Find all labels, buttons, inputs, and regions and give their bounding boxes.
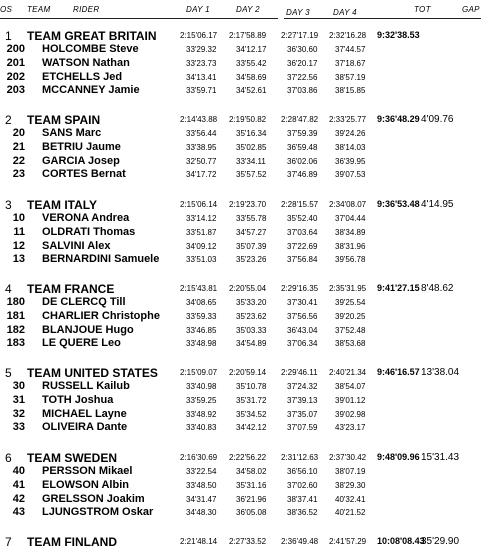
team-total-time: 9:36'53.48 bbox=[377, 199, 420, 209]
rider-name: CHARLIER Christophe bbox=[42, 310, 160, 322]
team-day3-time: 2:27'17.19 bbox=[281, 31, 319, 40]
team-day3-time: 2:36'49.48 bbox=[281, 537, 319, 546]
rider-name: BLANJOUE Hugo bbox=[42, 324, 134, 336]
rider-day2-time: 35'34.52 bbox=[236, 410, 267, 419]
rider-number: 203 bbox=[6, 84, 25, 96]
rider-day3-time: 37'59.39 bbox=[287, 129, 318, 138]
team-day1-time: 2:15'06.17 bbox=[180, 31, 218, 40]
team-day2-time: 2:20'59.14 bbox=[229, 368, 267, 377]
team-position: 4 bbox=[5, 282, 12, 296]
rider-day2-time: 35'23.62 bbox=[236, 312, 267, 321]
rider-number: 10 bbox=[12, 212, 25, 224]
rider-day3-time: 37'35.07 bbox=[287, 410, 318, 419]
rider-day2-time: 34'58.69 bbox=[236, 73, 267, 82]
team-gap: 35'29.90 bbox=[421, 536, 460, 547]
rider-number: 180 bbox=[6, 296, 25, 308]
rider-day4-time: 37'44.57 bbox=[335, 45, 366, 54]
rider-day2-time: 34'54.89 bbox=[236, 339, 267, 348]
rider-day1-time: 32'50.77 bbox=[186, 157, 217, 166]
team-gap: 4'14.95 bbox=[421, 199, 454, 210]
rider-day4-time: 38'07.19 bbox=[335, 467, 366, 476]
header-gap: GAP bbox=[462, 5, 480, 14]
rider-day2-time: 35'31.72 bbox=[236, 396, 267, 405]
rider-name: SALVINI Alex bbox=[42, 240, 111, 252]
rider-day2-time: 35'02.85 bbox=[236, 143, 267, 152]
rider-number: 43 bbox=[12, 506, 25, 518]
team-day4-time: 2:35'31.95 bbox=[329, 284, 367, 293]
team-position: 7 bbox=[5, 535, 12, 549]
rider-day4-time: 37'04.44 bbox=[335, 214, 366, 223]
header-day3: DAY 3 bbox=[286, 8, 310, 17]
rider-name: HOLCOMBE Steve bbox=[42, 43, 139, 55]
rider-number: 201 bbox=[6, 57, 25, 69]
rider-number: 33 bbox=[12, 421, 25, 433]
rider-day2-time: 35'33.20 bbox=[236, 298, 267, 307]
rider-number: 42 bbox=[12, 493, 25, 505]
rider-day2-time: 36'21.96 bbox=[236, 495, 267, 504]
team-day3-time: 2:29'16.35 bbox=[281, 284, 319, 293]
rider-day2-time: 33'55.78 bbox=[236, 214, 267, 223]
team-total-time: 9:36'48.29 bbox=[377, 114, 420, 124]
rider-day1-time: 34'31.47 bbox=[186, 495, 217, 504]
rider-name: GRELSSON Joakim bbox=[42, 493, 145, 505]
rider-day3-time: 37'56.56 bbox=[287, 312, 318, 321]
team-day3-time: 2:31'12.63 bbox=[281, 453, 319, 462]
rider-number: 183 bbox=[6, 337, 25, 349]
rider-name: SANS Marc bbox=[42, 127, 102, 139]
rider-name: OLDRATI Thomas bbox=[42, 226, 136, 238]
rider-number: 11 bbox=[13, 226, 25, 238]
rider-day4-time: 39'02.98 bbox=[335, 410, 366, 419]
rider-day4-time: 38'15.85 bbox=[335, 86, 366, 95]
rider-day3-time: 35'52.40 bbox=[287, 214, 318, 223]
team-name: TEAM SWEDEN bbox=[27, 451, 117, 465]
team-day4-time: 2:32'16.28 bbox=[329, 31, 367, 40]
team-day4-time: 2:33'25.77 bbox=[329, 115, 367, 124]
rider-day1-time: 33'51.03 bbox=[186, 255, 217, 264]
rider-day3-time: 38'36.52 bbox=[287, 508, 318, 517]
team-gap: 15'31.43 bbox=[421, 452, 460, 463]
rider-name: ELOWSON Albin bbox=[42, 479, 129, 491]
rider-day1-time: 33'59.25 bbox=[186, 396, 217, 405]
rider-day1-time: 33'22.54 bbox=[186, 467, 217, 476]
rider-day2-time: 35'03.33 bbox=[236, 326, 267, 335]
rider-day4-time: 38'14.03 bbox=[335, 143, 366, 152]
team-gap: 4'09.76 bbox=[421, 114, 454, 125]
team-day4-time: 2:41'57.29 bbox=[329, 537, 367, 546]
rider-day2-time: 35'10.78 bbox=[236, 382, 267, 391]
team-day2-time: 2:22'56.22 bbox=[229, 453, 267, 462]
header-day4: DAY 4 bbox=[333, 8, 357, 17]
rider-day3-time: 37'07.59 bbox=[287, 423, 318, 432]
team-day1-time: 2:16'30.69 bbox=[180, 453, 218, 462]
rider-day4-time: 39'07.53 bbox=[335, 170, 366, 179]
rider-day2-time: 35'57.52 bbox=[236, 170, 267, 179]
rider-name: GARCIA Josep bbox=[42, 155, 120, 167]
rider-number: 20 bbox=[12, 127, 25, 139]
rider-day3-time: 36'43.04 bbox=[287, 326, 318, 335]
rider-day1-time: 33'48.92 bbox=[186, 410, 217, 419]
team-total-time: 10:08'08.43 bbox=[377, 536, 425, 546]
team-total-time: 9:46'16.57 bbox=[377, 367, 420, 377]
rider-day4-time: 38'34.89 bbox=[335, 228, 366, 237]
rider-number: 23 bbox=[12, 168, 25, 180]
rider-day3-time: 36'59.48 bbox=[287, 143, 318, 152]
rider-day4-time: 43'23.17 bbox=[335, 423, 366, 432]
team-position: 1 bbox=[5, 29, 12, 43]
team-day2-time: 2:19'50.82 bbox=[229, 115, 267, 124]
rider-day3-time: 37'02.60 bbox=[287, 481, 318, 490]
team-day2-time: 2:19'23.70 bbox=[229, 200, 267, 209]
rider-name: BETRIU Jaume bbox=[42, 141, 121, 153]
rider-name: BERNARDINI Samuele bbox=[42, 253, 160, 265]
rider-number: 200 bbox=[6, 43, 25, 55]
team-name: TEAM FRANCE bbox=[27, 282, 115, 296]
team-name: TEAM UNITED STATES bbox=[27, 366, 158, 380]
team-day4-time: 2:37'30.42 bbox=[329, 453, 367, 462]
rider-day4-time: 39'56.78 bbox=[335, 255, 366, 264]
rider-day1-time: 34'48.30 bbox=[186, 508, 217, 517]
header-tot: TOT bbox=[414, 5, 431, 14]
rider-day1-time: 33'40.83 bbox=[186, 423, 217, 432]
header-day2: DAY 2 bbox=[236, 5, 260, 14]
team-day2-time: 2:17'58.89 bbox=[229, 31, 267, 40]
rider-day2-time: 35'16.34 bbox=[236, 129, 267, 138]
rider-name: MICHAEL Layne bbox=[42, 408, 127, 420]
rider-day2-time: 34'57.27 bbox=[236, 228, 267, 237]
team-position: 3 bbox=[5, 198, 12, 212]
rider-day2-time: 33'55.42 bbox=[236, 59, 267, 68]
team-day3-time: 2:28'47.82 bbox=[281, 115, 319, 124]
rider-name: DE CLERCQ Till bbox=[42, 296, 126, 308]
header-rule-right bbox=[284, 18, 481, 19]
rider-name: WATSON Nathan bbox=[42, 57, 130, 69]
rider-day3-time: 37'03.64 bbox=[287, 228, 318, 237]
team-gap: 8'48.62 bbox=[421, 283, 454, 294]
rider-day3-time: 37'46.89 bbox=[287, 170, 318, 179]
rider-day3-time: 37'22.69 bbox=[287, 242, 318, 251]
team-name: TEAM FINLAND bbox=[27, 535, 117, 549]
rider-number: 12 bbox=[12, 240, 25, 252]
rider-day2-time: 34'58.02 bbox=[236, 467, 267, 476]
rider-day4-time: 39'24.26 bbox=[335, 129, 366, 138]
rider-number: 21 bbox=[12, 141, 25, 153]
rider-day4-time: 38'54.07 bbox=[335, 382, 366, 391]
rider-day2-time: 35'23.26 bbox=[236, 255, 267, 264]
team-position: 5 bbox=[5, 366, 12, 380]
rider-day1-time: 33'29.32 bbox=[186, 45, 217, 54]
rider-name: TOTH Joshua bbox=[42, 394, 114, 406]
rider-day2-time: 35'31.16 bbox=[236, 481, 267, 490]
rider-day3-time: 37'06.34 bbox=[287, 339, 318, 348]
rider-day1-time: 33'59.71 bbox=[186, 86, 217, 95]
rider-day2-time: 34'12.17 bbox=[236, 45, 267, 54]
rider-number: 30 bbox=[12, 380, 25, 392]
rider-name: ETCHELLS Jed bbox=[42, 71, 123, 83]
team-day1-time: 2:15'06.14 bbox=[180, 200, 218, 209]
rider-day3-time: 38'37.41 bbox=[287, 495, 318, 504]
rider-day1-time: 33'23.73 bbox=[186, 59, 217, 68]
rider-day1-time: 33'56.44 bbox=[186, 129, 217, 138]
rider-name: RUSSELL Kailub bbox=[42, 380, 130, 392]
team-name: TEAM ITALY bbox=[27, 198, 98, 212]
rider-day2-time: 36'05.08 bbox=[236, 508, 267, 517]
header-pos: OS bbox=[0, 5, 13, 14]
rider-number: 40 bbox=[12, 465, 25, 477]
rider-day3-time: 37'22.56 bbox=[287, 73, 318, 82]
rider-day3-time: 36'02.06 bbox=[287, 157, 318, 166]
rider-name: LJUNGSTROM Oskar bbox=[42, 506, 154, 518]
rider-name: OLIVEIRA Dante bbox=[42, 421, 128, 433]
team-day1-time: 2:15'43.81 bbox=[180, 284, 218, 293]
team-name: TEAM SPAIN bbox=[27, 113, 101, 127]
rider-day3-time: 37'30.41 bbox=[287, 298, 318, 307]
rider-number: 13 bbox=[12, 253, 25, 265]
team-day1-time: 2:15'09.07 bbox=[180, 368, 218, 377]
rider-day4-time: 37'18.67 bbox=[335, 59, 366, 68]
team-name: TEAM GREAT BRITAIN bbox=[27, 29, 157, 43]
rider-day4-time: 39'20.25 bbox=[335, 312, 366, 321]
header-day1: DAY 1 bbox=[186, 5, 210, 14]
team-total-time: 9:32'38.53 bbox=[377, 30, 420, 40]
team-total-time: 9:48'09.96 bbox=[377, 452, 420, 462]
rider-number: 182 bbox=[6, 324, 25, 336]
team-total-time: 9:41'27.15 bbox=[377, 283, 420, 293]
rider-name: VERONA Andrea bbox=[42, 212, 130, 224]
rider-day4-time: 38'57.19 bbox=[335, 73, 366, 82]
rider-day3-time: 36'30.60 bbox=[287, 45, 318, 54]
rider-number: 202 bbox=[6, 71, 25, 83]
rider-name: MCCANNEY Jamie bbox=[42, 84, 140, 96]
rider-day4-time: 37'52.48 bbox=[335, 326, 366, 335]
rider-day1-time: 33'48.98 bbox=[186, 339, 217, 348]
rider-day1-time: 34'09.12 bbox=[186, 242, 217, 251]
rider-day1-time: 33'14.12 bbox=[186, 214, 217, 223]
team-day3-time: 2:28'15.57 bbox=[281, 200, 319, 209]
rider-day4-time: 39'25.54 bbox=[335, 298, 366, 307]
rider-day3-time: 37'39.13 bbox=[287, 396, 318, 405]
rider-day2-time: 34'52.61 bbox=[236, 86, 267, 95]
team-day4-time: 2:34'08.07 bbox=[329, 200, 367, 209]
team-day2-time: 2:20'55.04 bbox=[229, 284, 267, 293]
rider-day1-time: 33'46.85 bbox=[186, 326, 217, 335]
rider-day1-time: 34'13.41 bbox=[186, 73, 217, 82]
rider-day1-time: 34'17.72 bbox=[186, 170, 217, 179]
rider-day4-time: 38'29.30 bbox=[335, 481, 366, 490]
rider-day4-time: 38'53.68 bbox=[335, 339, 366, 348]
team-day1-time: 2:14'43.88 bbox=[180, 115, 218, 124]
rider-day1-time: 33'51.87 bbox=[186, 228, 217, 237]
rider-day3-time: 36'56.10 bbox=[287, 467, 318, 476]
rider-day2-time: 33'34.11 bbox=[236, 157, 266, 166]
team-day1-time: 2:21'48.14 bbox=[180, 537, 218, 546]
team-position: 2 bbox=[5, 113, 12, 127]
rider-name: PERSSON Mikael bbox=[42, 465, 133, 477]
rider-day3-time: 36'20.17 bbox=[287, 59, 318, 68]
rider-day3-time: 37'24.32 bbox=[287, 382, 318, 391]
rider-number: 41 bbox=[12, 479, 25, 491]
header-rule-left bbox=[0, 18, 278, 19]
team-gap: 13'38.04 bbox=[421, 367, 460, 378]
rider-number: 181 bbox=[6, 310, 25, 322]
rider-day1-time: 33'48.50 bbox=[186, 481, 217, 490]
team-position: 6 bbox=[5, 451, 12, 465]
rider-day1-time: 33'40.98 bbox=[186, 382, 217, 391]
rider-day4-time: 40'21.52 bbox=[335, 508, 366, 517]
team-day4-time: 2:40'21.34 bbox=[329, 368, 367, 377]
rider-name: LE QUERE Leo bbox=[42, 337, 121, 349]
rider-day1-time: 33'59.33 bbox=[186, 312, 217, 321]
rider-day1-time: 33'38.95 bbox=[186, 143, 217, 152]
rider-day1-time: 34'08.65 bbox=[186, 298, 217, 307]
rider-day3-time: 37'03.86 bbox=[287, 86, 318, 95]
header-rider: RIDER bbox=[73, 5, 100, 14]
rider-number: 22 bbox=[12, 155, 25, 167]
team-day2-time: 2:27'33.52 bbox=[229, 537, 267, 546]
rider-number: 32 bbox=[12, 408, 25, 420]
rider-day4-time: 36'39.95 bbox=[335, 157, 366, 166]
rider-number: 31 bbox=[12, 394, 25, 406]
header-team: TEAM bbox=[27, 5, 51, 14]
rider-day2-time: 35'07.39 bbox=[236, 242, 267, 251]
rider-day4-time: 39'01.12 bbox=[335, 396, 366, 405]
rider-day4-time: 38'31.96 bbox=[335, 242, 366, 251]
rider-day3-time: 37'56.84 bbox=[287, 255, 318, 264]
rider-name: CORTES Bernat bbox=[42, 168, 126, 180]
rider-day4-time: 40'32.41 bbox=[335, 495, 366, 504]
rider-day2-time: 34'42.12 bbox=[236, 423, 267, 432]
team-day3-time: 2:29'46.11 bbox=[281, 368, 318, 377]
